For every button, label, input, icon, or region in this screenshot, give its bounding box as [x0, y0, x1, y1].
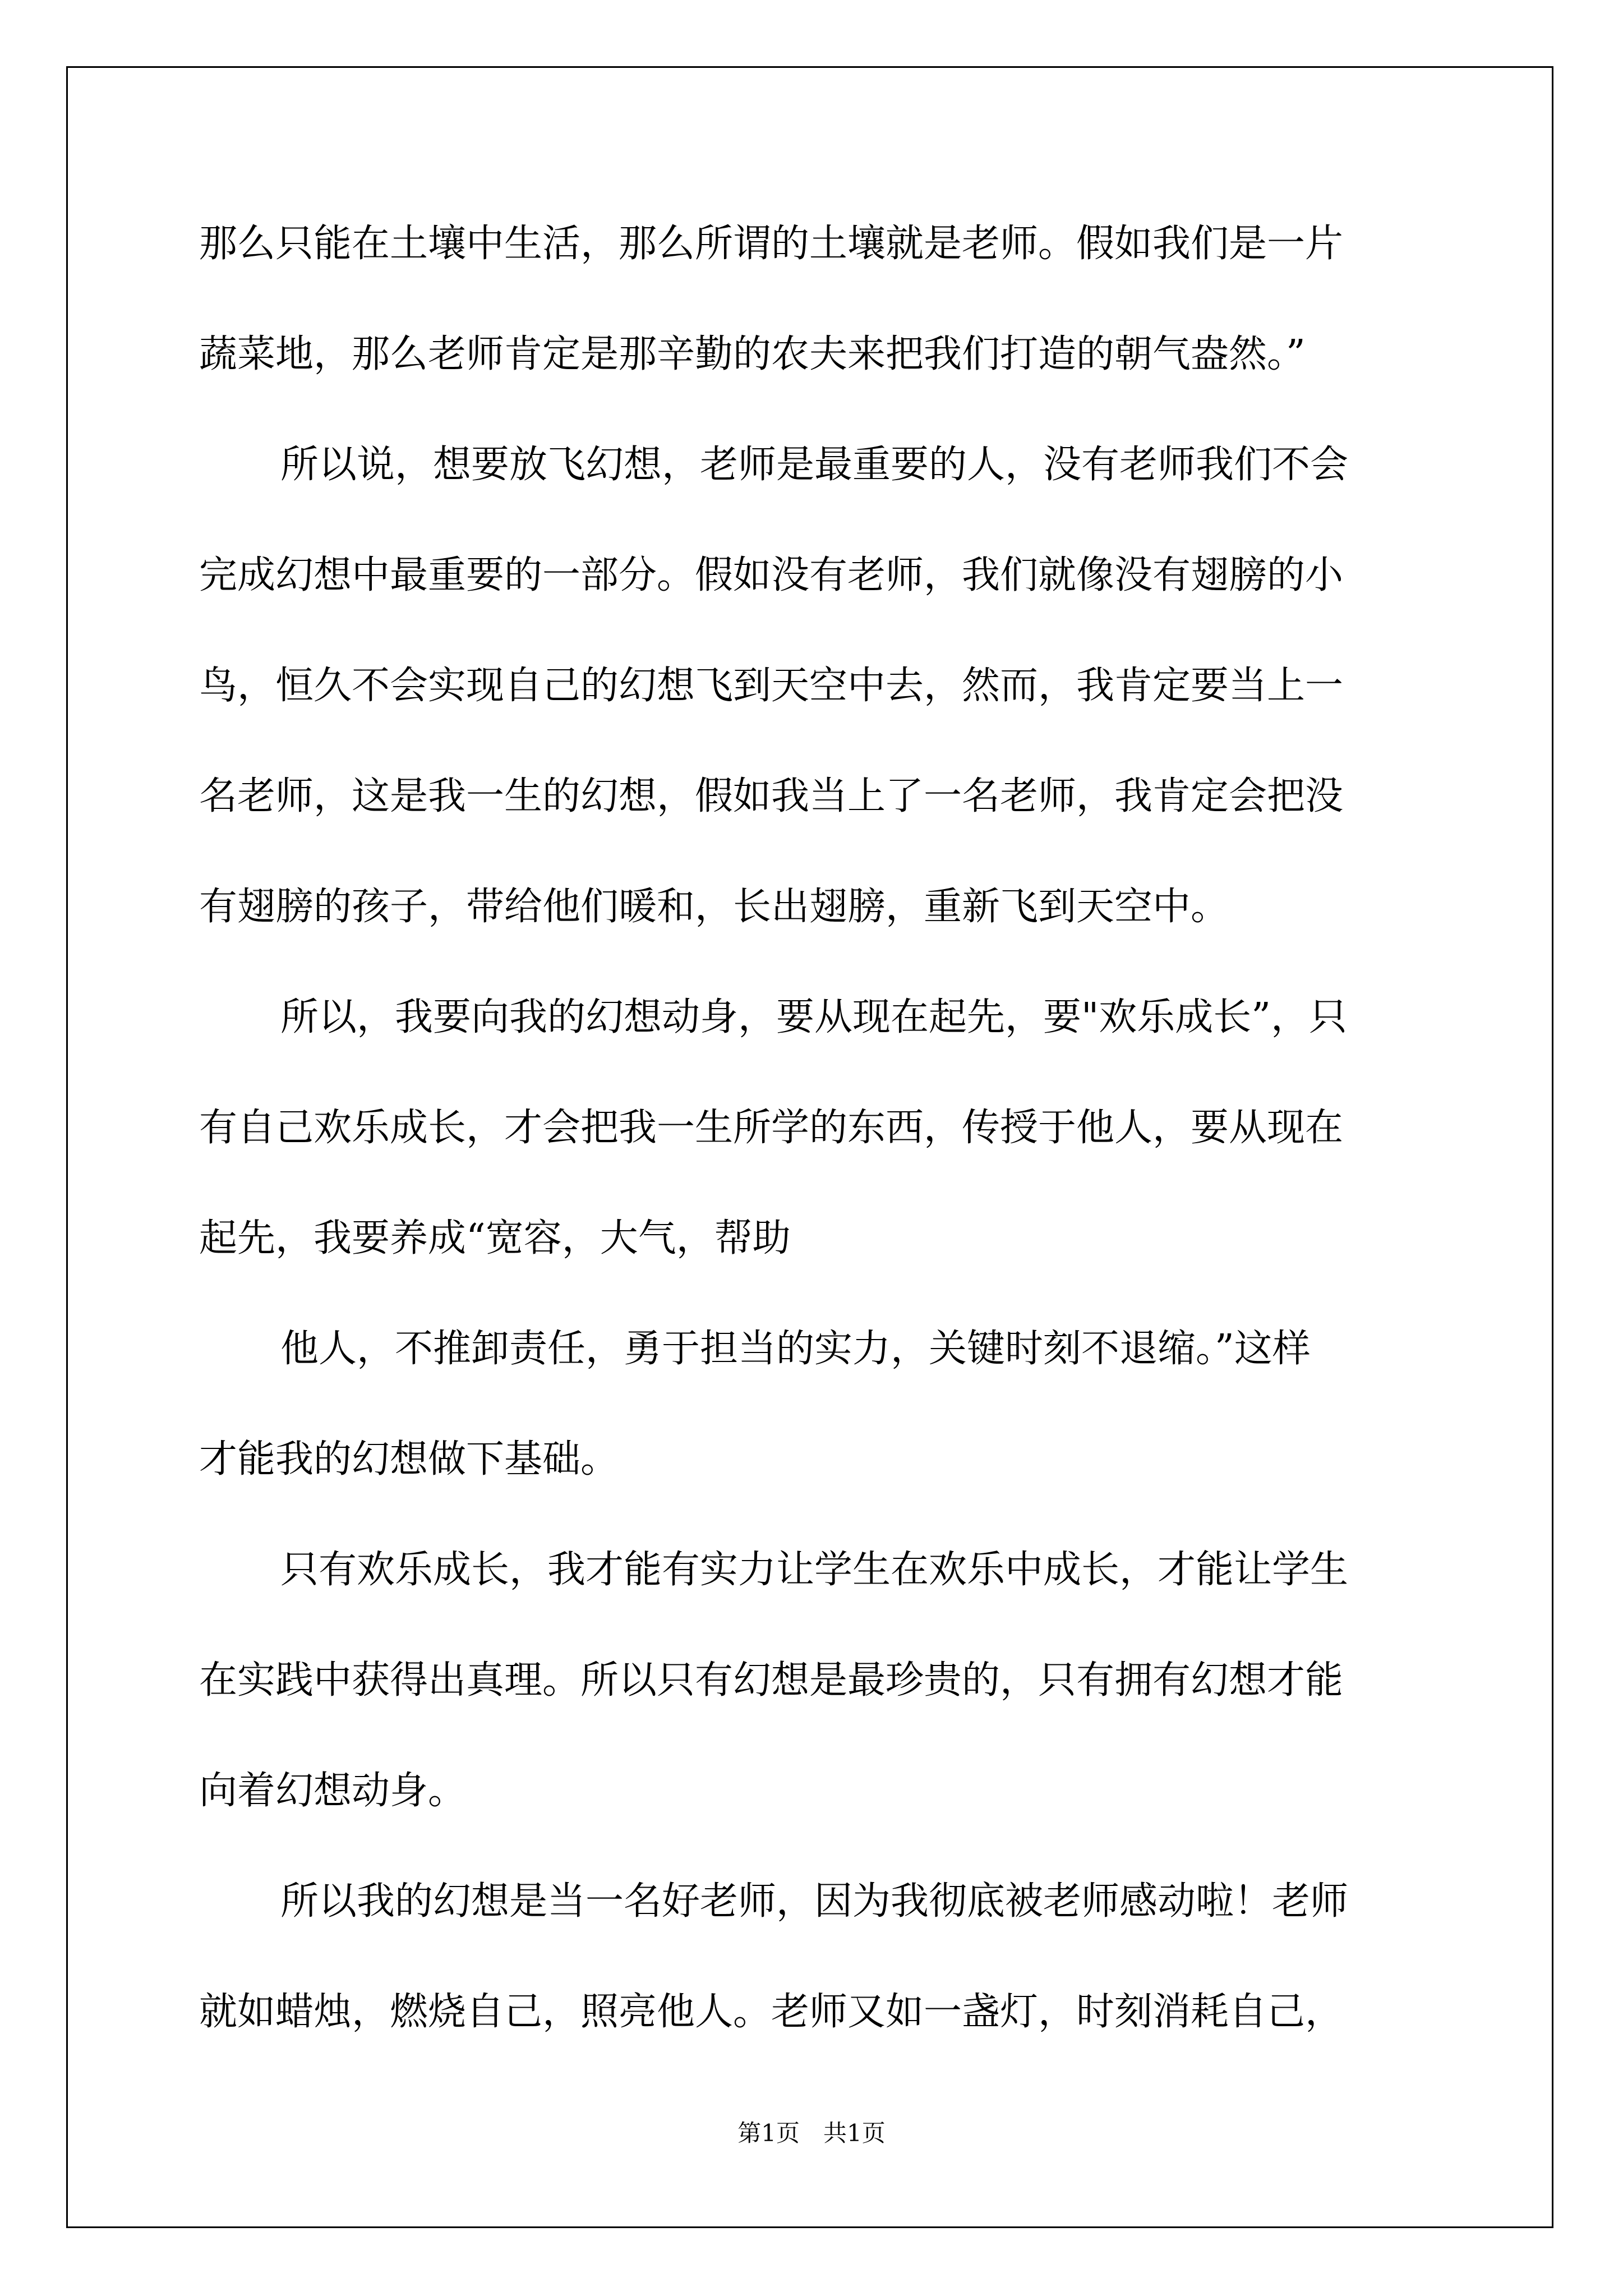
- text-line: 名老师，这是我一生的幻想，假如我当上了一名老师，我肯定会把没: [199, 774, 1344, 818]
- text-line: 所以说，想要放飞幻想，老师是最重要的人，没有老师我们不会: [280, 443, 1349, 487]
- page-number-footer: 第1页 共1页: [737, 2119, 886, 2147]
- document-body: [199, 213, 1433, 2092]
- text-line: 有翅膀的孩子，带给他们暖和，长出翅膀，重新飞到天空中。: [199, 885, 1229, 929]
- text-line: 蔬菜地，那么老师肯定是那辛勤的农夫来把我们打造的朝气盎然。”: [199, 332, 1306, 376]
- text-line: 他人，不推卸责任，勇于担当的实力，关键时刻不退缩。”这样: [280, 1327, 1311, 1371]
- text-line: 所以我的幻想是当一名好老师，因为我彻底被老师感动啦！老师: [280, 1879, 1349, 1924]
- text-line: 所以，我要向我的幻想动身，要从现在起先，要"欢乐成长”，只: [280, 995, 1348, 1039]
- text-line: 完成幻想中最重要的一部分。假如没有老师，我们就像没有翅膀的小: [199, 553, 1344, 597]
- text-line: 鸟，恒久不会实现自己的幻想飞到天空中去，然而，我肯定要当上一: [199, 664, 1344, 708]
- text-line: 在实践中获得出真理。所以只有幻想是最珍贵的，只有拥有幻想才能: [199, 1658, 1344, 1703]
- text-line: 就如蜡烛，燃烧自己，照亮他人。老师又如一盏灯，时刻消耗自己，: [199, 1990, 1344, 2034]
- text-line: 起先，我要养成“宽容，大气，帮助: [199, 1216, 791, 1260]
- text-line: 那么只能在土壤中生活，那么所谓的土壤就是老师。假如我们是一片: [199, 222, 1344, 266]
- text-line: 向着幻想动身。: [199, 1769, 467, 1813]
- text-line: 才能我的幻想做下基础。: [199, 1437, 619, 1481]
- text-line: 只有欢乐成长，我才能有实力让学生在欢乐中成长，才能让学生: [280, 1548, 1349, 1592]
- text-line: 有自己欢乐成长，才会把我一生所学的东西，传授于他人，要从现在: [199, 1106, 1344, 1150]
